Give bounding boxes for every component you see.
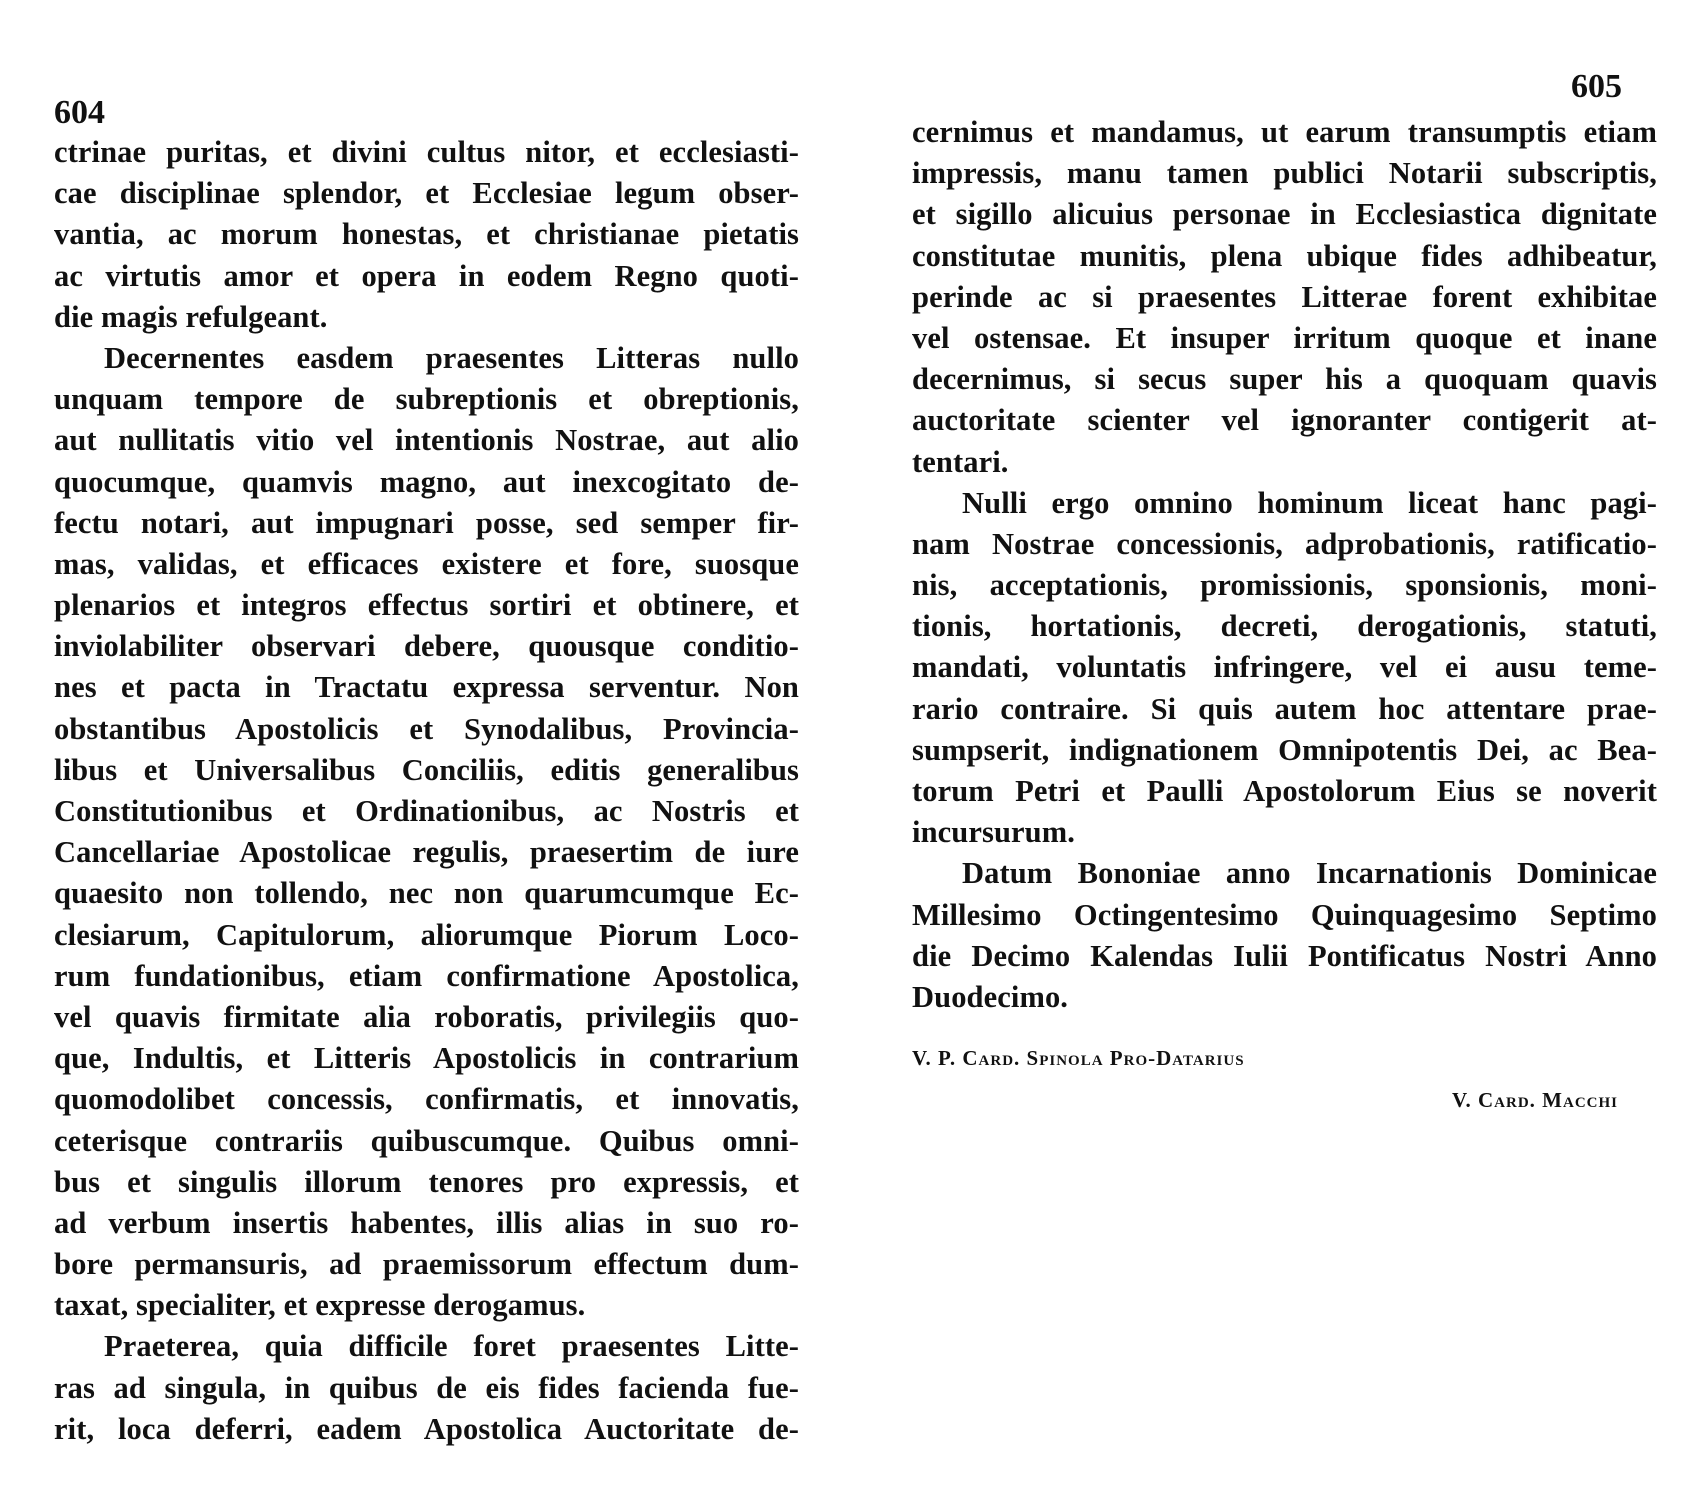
text-line: vantia, ac morum honestas, et christianae pietatis xyxy=(54,217,799,252)
text-line: quaesito non tollendo, nec non quarumcumque Ec- xyxy=(54,876,799,911)
text-line: nis, acceptationis, promissionis, sponsionis, moni- xyxy=(912,568,1657,603)
text-line: ac virtutis amor et opera in eodem Regno quoti- xyxy=(54,258,799,293)
text-line: Cancellariae Apostolicae regulis, praesertim de iure xyxy=(54,835,799,870)
text-line: mas, validas, et efficaces existere et fore, suosque xyxy=(54,546,799,581)
text-line: tentari. xyxy=(912,444,1009,479)
text-line: Constitutionibus et Ordinationibus, ac Nostris et xyxy=(54,794,799,828)
text-line: die magis refulgeant. xyxy=(54,299,328,334)
text-line: incursurum. xyxy=(912,815,1075,850)
text-line: perinde ac si praesentes Litterae forent exhibitae xyxy=(912,279,1657,314)
text-line: impressis, manu tamen publici Notarii subscriptis, xyxy=(912,156,1657,191)
text-line: rit, loca deferri, eadem Apostolica Auctoritate de- xyxy=(54,1411,799,1446)
text-line: quomodolibet concessis, confirmatis, et innovatis, xyxy=(54,1082,799,1117)
text-line: rario contraire. Si quis autem hoc attentare prae- xyxy=(912,691,1657,726)
text-line: libus et Universalibus Conciliis, editis generalibus xyxy=(54,752,799,787)
right-page-text-column xyxy=(912,112,1657,1018)
text-line: et sigillo alicuius personae in Ecclesiastica dignitate xyxy=(912,197,1657,232)
text-line: Millesimo Octingentesimo Quinquagesimo Septimo xyxy=(912,897,1657,932)
text-line: die Decimo Kalendas Iulii Pontificatus Nostri Anno xyxy=(912,938,1657,973)
text-line: clesiarum, Capitulorum, aliorumque Piorum Loco- xyxy=(54,917,799,952)
text-line: Duodecimo. xyxy=(912,979,1069,1014)
signature-macchi: V. Card. Macchi xyxy=(1452,1088,1618,1112)
left-page-text-column xyxy=(54,132,799,1450)
text-line: Decernentes easdem praesentes Litteras nullo xyxy=(104,340,799,375)
signature-prodatarius: V. P. Card. Spinola Pro-Datarius xyxy=(912,1046,1245,1070)
text-line: vel ostensae. Et insuper irritum quoque et inane xyxy=(912,320,1657,355)
text-line: torum Petri et Paulli Apostolorum Eius se noverit xyxy=(912,774,1657,808)
text-line: unquam tempore de subreptionis et obreptionis, xyxy=(54,382,799,417)
text-line: vel quavis firmitate alia roboratis, privilegiis quo- xyxy=(54,999,799,1034)
text-line: sumpserit, indignationem Omnipotentis Dei, ac Bea- xyxy=(912,732,1657,767)
text-line: ceterisque contrariis quibuscumque. Quibus omni- xyxy=(54,1123,799,1158)
text-line: nam Nostrae concessionis, adprobationis, ratificatio- xyxy=(912,526,1657,561)
text-line: taxat, specialiter, et expresse derogamus. xyxy=(54,1288,586,1323)
text-line: plenarios et integros effectus sortiri et obtinere, et xyxy=(54,588,799,623)
text-line: constitutae munitis, plena ubique fides adhibeatur, xyxy=(912,238,1657,273)
text-line: fectu notari, aut impugnari posse, sed semper fir- xyxy=(54,505,799,540)
text-line: bus et singulis illorum tenores pro expressis, et xyxy=(54,1164,799,1199)
text-line: rum fundationibus, etiam confirmatione Apostolica, xyxy=(54,958,799,993)
text-line: auctoritate scienter vel ignoranter contigerit at- xyxy=(912,403,1657,438)
text-line: ras ad singula, in quibus de eis fides facienda fue- xyxy=(54,1370,799,1405)
text-line: ad verbum insertis habentes, illis alias in suo ro- xyxy=(54,1205,799,1240)
text-line: inviolabiliter observari debere, quousque conditio- xyxy=(54,629,799,664)
text-line: quocumque, quamvis magno, aut inexcogitato de- xyxy=(54,464,799,499)
text-line: obstantibus Apostolicis et Synodalibus, Provincia- xyxy=(54,711,799,746)
text-line: aut nullitatis vitio vel intentionis Nostrae, aut alio xyxy=(54,423,799,458)
page-number-right: 605 xyxy=(1571,68,1622,105)
text-line: bore permansuris, ad praemissorum effectum dum- xyxy=(54,1247,799,1282)
text-line: cae disciplinae splendor, et Ecclesiae legum obser- xyxy=(54,176,799,211)
text-line: decernimus, si secus super his a quoquam quavis xyxy=(912,362,1657,397)
text-line: nes et pacta in Tractatu expressa serventur. Non xyxy=(54,670,799,705)
text-line: que, Indultis, et Litteris Apostolicis in contrarium xyxy=(54,1041,799,1076)
text-line: Praeterea, quia difficile foret praesentes Litte- xyxy=(104,1329,799,1364)
text-line: Nulli ergo omnino hominum liceat hanc pagi- xyxy=(962,485,1657,520)
text-line: ctrinae puritas, et divini cultus nitor, et ecclesiasti- xyxy=(54,135,799,169)
text-line: Datum Bononiae anno Incarnationis Dominicae xyxy=(962,856,1657,891)
page-number-left: 604 xyxy=(54,94,105,131)
text-line: mandati, voluntatis infringere, vel ei ausu teme- xyxy=(912,650,1657,685)
text-line: tionis, hortationis, decreti, derogationis, statuti, xyxy=(912,609,1657,644)
text-line: cernimus et mandamus, ut earum transumptis etiam xyxy=(912,115,1657,149)
